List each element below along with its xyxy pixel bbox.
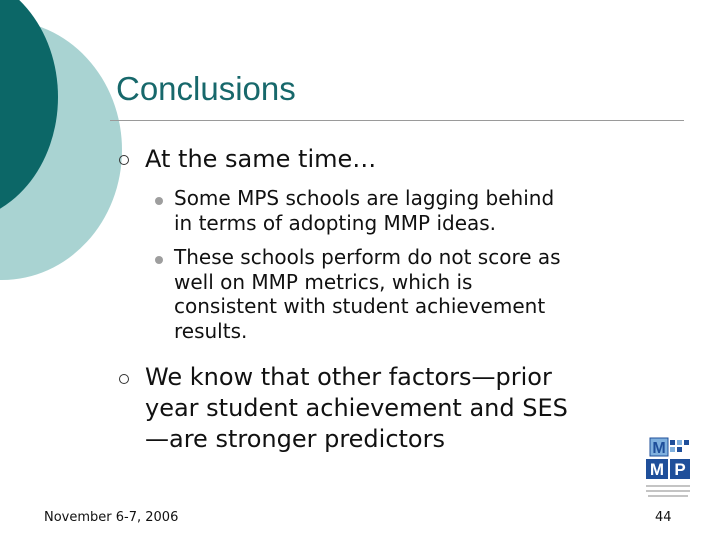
sub-bullet-2-line-1: These schools perform do not score as <box>174 245 561 269</box>
sub-bullet-1-line-2: in terms of adopting MMP ideas. <box>174 210 497 235</box>
sub-bullet-2-line-4: results. <box>174 318 248 343</box>
sub-bullet-2-text <box>174 245 561 343</box>
sub-bullet-2-line-3: consistent with student achievement <box>174 294 546 318</box>
svg-text:P: P <box>674 460 686 479</box>
bullet-ring-icon <box>119 155 129 165</box>
bullet-2-text <box>145 362 568 455</box>
bullet-2-line-1: We know that other factors—prior <box>145 363 552 391</box>
svg-text:M: M <box>652 440 666 457</box>
sub-bullet-1-text <box>174 186 554 235</box>
bullet-2-line-3: —are stronger predictors <box>145 425 445 453</box>
bullet-ring-icon <box>119 374 129 384</box>
bullet-1-text: At the same time… <box>145 145 377 173</box>
footer-date: November 6-7, 2006 <box>44 510 179 525</box>
bullet-2-line-2: year student achievement and SES <box>145 394 568 422</box>
sub-bullet-dot-icon <box>155 197 163 205</box>
svg-text:M: M <box>649 460 665 479</box>
sub-bullet-1-line-1: Some MPS schools are lagging behind <box>174 186 555 210</box>
slide-title: Conclusions <box>116 70 296 107</box>
sub-bullet-2-line-2: well on MMP metrics, which is <box>174 269 473 294</box>
title-divider <box>110 120 684 121</box>
mmp-logo-icon <box>640 436 698 506</box>
sub-bullet-dot-icon <box>155 256 163 264</box>
page-number: 44 <box>655 510 672 525</box>
